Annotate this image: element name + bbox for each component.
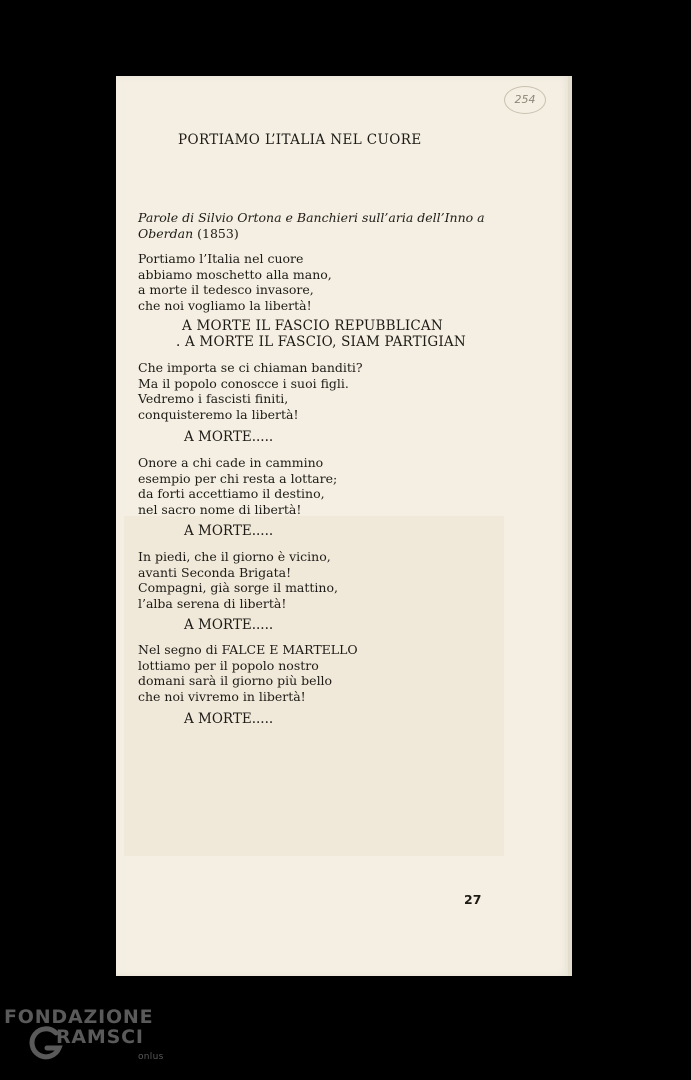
chorus xyxy=(176,318,466,350)
verse-line: Onore a chi cade in cammino xyxy=(138,455,324,470)
verse-2 xyxy=(138,360,363,422)
verse-1 xyxy=(138,251,332,313)
verse-line: a morte il tedesco invasore, xyxy=(138,282,314,297)
verse-line: che noi vivremo in libertà! xyxy=(138,688,306,704)
document-page xyxy=(116,76,572,976)
verse-line: avanti Seconda Brigata! xyxy=(138,564,292,580)
verse-line: Compagni, già sorge il mattino, xyxy=(138,580,338,595)
verse-5 xyxy=(138,642,358,704)
verse-4 xyxy=(138,549,338,611)
verse-line: domani sarà il giorno più bello xyxy=(138,673,333,688)
archive-number: 254 xyxy=(504,86,546,114)
verse-line: esempio per chi resta a lottare; xyxy=(138,470,338,486)
verse-line: Nel segno di FALCE E MARTELLO xyxy=(138,642,358,657)
verse-line: Che importa se ci chiaman banditi? xyxy=(138,360,363,375)
verse-line: Vedremo i fascisti finiti, xyxy=(138,391,289,406)
page-number: 27 xyxy=(464,892,482,907)
chorus-refrain: A MORTE..... xyxy=(184,617,274,633)
verse-line: conquisteremo la libertà! xyxy=(138,406,299,422)
chorus-line: . A MORTE IL FASCIO, SIAM PARTIGIAN xyxy=(176,333,466,350)
verse-line: lottiamo per il popolo nostro xyxy=(138,657,319,673)
verse-3 xyxy=(138,455,337,517)
logo-line-2: RAMSCI xyxy=(56,1026,144,1048)
verse-line: che noi vogliamo la libertà! xyxy=(138,297,312,313)
fondazione-gramsci-logo xyxy=(4,1006,164,1062)
chorus-refrain: A MORTE..... xyxy=(184,429,274,445)
page-edge xyxy=(568,76,572,976)
verse-line: l’alba serena di libertà! xyxy=(138,595,287,611)
chorus-refrain: A MORTE..... xyxy=(184,711,274,727)
attribution-year: (1853) xyxy=(197,226,239,241)
attribution-text: Parole di Silvio Ortona e Banchieri sull’aria dell’Inno a Oberdan xyxy=(138,210,485,241)
song-attribution xyxy=(138,210,488,242)
chorus-line: A MORTE IL FASCIO REPUBBLICAN xyxy=(182,318,443,334)
verse-line: da forti accettiamo il destino, xyxy=(138,486,325,501)
verse-line: abbiamo moschetto alla mano, xyxy=(138,266,332,282)
logo-line-1: FONDAZIONE xyxy=(4,1006,154,1028)
logo-suffix: onlus xyxy=(138,1052,164,1062)
verse-line: Ma il popolo conoscce i suoi figli. xyxy=(138,375,349,391)
verse-line: In piedi, che il giorno è vicino, xyxy=(138,549,331,564)
page-title: PORTIAMO L’ITALIA NEL CUORE xyxy=(178,132,422,148)
verse-line: Portiamo l’Italia nel cuore xyxy=(138,251,304,266)
chorus-refrain: A MORTE..... xyxy=(184,523,274,539)
verse-line: nel sacro nome di libertà! xyxy=(138,501,302,517)
